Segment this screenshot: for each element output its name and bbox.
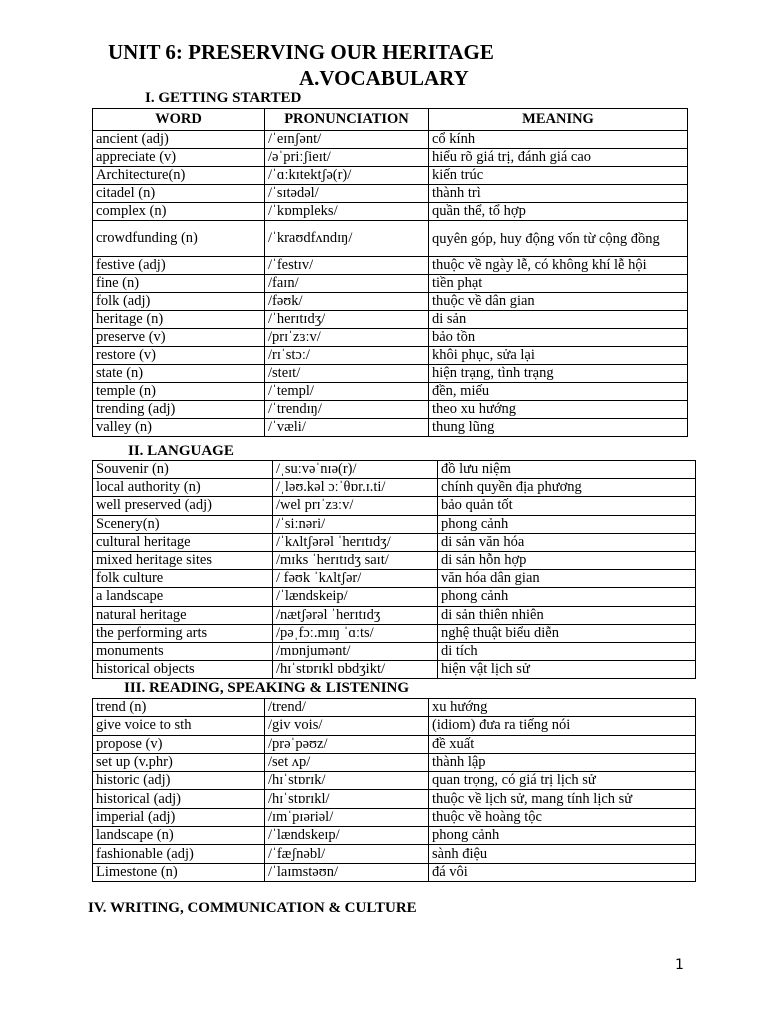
pronunciation-cell: /giv vois/: [265, 717, 429, 735]
pronunciation-cell: /ˈlændskeɪp/: [265, 827, 429, 845]
table-row: [93, 735, 696, 753]
pronunciation-cell: /ˈeɪnʃənt/: [265, 131, 429, 149]
word-cell: ancient (adj): [93, 131, 265, 149]
table-row: [93, 790, 696, 808]
word-cell: festive (adj): [93, 257, 265, 275]
word-cell: appreciate (v): [93, 149, 265, 167]
vocab-table-language: [92, 460, 696, 679]
word-cell: the performing arts: [93, 624, 273, 642]
word-cell: heritage (n): [93, 311, 265, 329]
meaning-cell: thung lũng: [429, 419, 688, 437]
meaning-cell: di sản thiên nhiên: [438, 606, 696, 624]
meaning-cell: thuộc về hoàng tộc: [429, 808, 696, 826]
meaning-cell: đồ lưu niệm: [438, 461, 696, 479]
table-row: [93, 365, 688, 383]
pronunciation-cell: /ˈtempl/: [265, 383, 429, 401]
meaning-cell: (idiom) đưa ra tiếng nói: [429, 717, 696, 735]
word-cell: fine (n): [93, 275, 265, 293]
header-pronunciation: PRONUNCIATION: [265, 109, 429, 131]
header-meaning: MEANING: [429, 109, 688, 131]
section-heading-writing: IV. WRITING, COMMUNICATION & CULTURE: [88, 900, 417, 916]
table-row: [93, 461, 696, 479]
table-row: [93, 221, 688, 257]
table-row: [93, 606, 696, 624]
pronunciation-cell: /hɪˈstɒrɪkl ɒbdʒikt/: [273, 661, 438, 679]
pronunciation-cell: /pəˌfɔː.mɪŋ ˈɑːts/: [273, 624, 438, 642]
meaning-cell: quan trọng, có giá trị lịch sử: [429, 772, 696, 790]
meaning-cell: thành trì: [429, 185, 688, 203]
meaning-cell: hiểu rõ giá trị, đánh giá cao: [429, 149, 688, 167]
meaning-cell: sành điệu: [429, 845, 696, 863]
word-cell: temple (n): [93, 383, 265, 401]
table-row: [93, 131, 688, 149]
word-cell: fashionable (adj): [93, 845, 265, 863]
page-number: 1: [675, 957, 684, 973]
pronunciation-cell: /prɪˈzɜːv/: [265, 329, 429, 347]
table-row: [93, 479, 696, 497]
meaning-cell: cổ kính: [429, 131, 688, 149]
word-cell: cultural heritage: [93, 533, 273, 551]
pronunciation-cell: /ˌsuːvəˈnɪə(r)/: [273, 461, 438, 479]
table-row: [93, 863, 696, 881]
meaning-cell: di sản hỗn hợp: [438, 551, 696, 569]
table-row: [93, 588, 696, 606]
pronunciation-cell: /mɒnjumənt/: [273, 642, 438, 660]
meaning-cell: di sản: [429, 311, 688, 329]
table-row: [93, 383, 688, 401]
table-row: [93, 329, 688, 347]
meaning-cell: đá vôi: [429, 863, 696, 881]
meaning-cell: kiến trúc: [429, 167, 688, 185]
word-cell: propose (v): [93, 735, 265, 753]
word-cell: Architecture(n): [93, 167, 265, 185]
meaning-cell: thuộc về lịch sử, mang tính lịch sử: [429, 790, 696, 808]
meaning-cell: quyên góp, huy động vốn từ cộng đồng: [429, 221, 688, 257]
table-row: [93, 515, 696, 533]
word-cell: historic (adj): [93, 772, 265, 790]
pronunciation-cell: /wel prɪˈzɜːv/: [273, 497, 438, 515]
table-row: [93, 845, 696, 863]
pronunciation-cell: /fəʊk/: [265, 293, 429, 311]
pronunciation-cell: /ˈfestɪv/: [265, 257, 429, 275]
table-row: [93, 419, 688, 437]
meaning-cell: phong cảnh: [429, 827, 696, 845]
section-heading-getting-started: I. GETTING STARTED: [145, 90, 302, 106]
word-cell: historical (adj): [93, 790, 265, 808]
meaning-cell: thành lập: [429, 753, 696, 771]
table-row: [93, 257, 688, 275]
pronunciation-cell: /ˈvæli/: [265, 419, 429, 437]
meaning-cell: khôi phục, sửa lại: [429, 347, 688, 365]
table-row: [93, 275, 688, 293]
meaning-cell: đề xuất: [429, 735, 696, 753]
word-cell: trending (adj): [93, 401, 265, 419]
meaning-cell: phong cảnh: [438, 515, 696, 533]
pronunciation-cell: /faɪn/: [265, 275, 429, 293]
table-row: [93, 624, 696, 642]
word-cell: give voice to sth: [93, 717, 265, 735]
vocab-table-getting-started: [92, 108, 688, 437]
meaning-cell: di sản văn hóa: [438, 533, 696, 551]
pronunciation-cell: /ˈkraʊdfʌndɪŋ/: [265, 221, 429, 257]
section-heading-language: II. LANGUAGE: [128, 443, 234, 459]
word-cell: mixed heritage sites: [93, 551, 273, 569]
meaning-cell: chính quyền địa phương: [438, 479, 696, 497]
word-cell: Souvenir (n): [93, 461, 273, 479]
table-row: [93, 533, 696, 551]
pronunciation-cell: /ˈkʌltʃərəl ˈherɪtɪdʒ/: [273, 533, 438, 551]
section-heading-reading: III. READING, SPEAKING & LISTENING: [124, 680, 410, 696]
meaning-cell: phong cảnh: [438, 588, 696, 606]
pronunciation-cell: /prəˈpəʊz/: [265, 735, 429, 753]
pronunciation-cell: /ˌləʊ.kəl ɔːˈθɒr.ɪ.ti/: [273, 479, 438, 497]
pronunciation-cell: /ˈtrendɪŋ/: [265, 401, 429, 419]
pronunciation-cell: /hɪˈstɒrɪk/: [265, 772, 429, 790]
meaning-cell: xu hướng: [429, 699, 696, 717]
meaning-cell: hiện vật lịch sử: [438, 661, 696, 679]
header-word: WORD: [93, 109, 265, 131]
pronunciation-cell: /ˈherɪtɪdʒ/: [265, 311, 429, 329]
meaning-cell: văn hóa dân gian: [438, 570, 696, 588]
word-cell: folk culture: [93, 570, 273, 588]
meaning-cell: bảo quản tốt: [438, 497, 696, 515]
pronunciation-cell: /rɪˈstɔː/: [265, 347, 429, 365]
table-row: [93, 185, 688, 203]
pronunciation-cell: /ˈlændskeip/: [273, 588, 438, 606]
page-title: UNIT 6: PRESERVING OUR HERITAGE: [108, 40, 494, 64]
table-row: [93, 753, 696, 771]
pronunciation-cell: / fəʊk ˈkʌltʃər/: [273, 570, 438, 588]
meaning-cell: quần thể, tổ hợp: [429, 203, 688, 221]
word-cell: trend (n): [93, 699, 265, 717]
pronunciation-cell: /ˈkɒmpleks/: [265, 203, 429, 221]
word-cell: Limestone (n): [93, 863, 265, 881]
word-cell: complex (n): [93, 203, 265, 221]
pronunciation-cell: /hɪˈstɒrɪkl/: [265, 790, 429, 808]
word-cell: landscape (n): [93, 827, 265, 845]
table-header-row: [93, 109, 688, 131]
meaning-cell: tiền phạt: [429, 275, 688, 293]
table-row: [93, 149, 688, 167]
pronunciation-cell: /əˈpriːʃieɪt/: [265, 149, 429, 167]
table-row: [93, 401, 688, 419]
word-cell: Scenery(n): [93, 515, 273, 533]
word-cell: folk (adj): [93, 293, 265, 311]
table-row: [93, 808, 696, 826]
word-cell: natural heritage: [93, 606, 273, 624]
word-cell: crowdfunding (n): [93, 221, 265, 257]
pronunciation-cell: /mɪks ˈherɪtɪdʒ saɪt/: [273, 551, 438, 569]
meaning-cell: di tích: [438, 642, 696, 660]
pronunciation-cell: /ˈsɪtədəl/: [265, 185, 429, 203]
word-cell: imperial (adj): [93, 808, 265, 826]
word-cell: preserve (v): [93, 329, 265, 347]
word-cell: historical objects: [93, 661, 273, 679]
meaning-cell: thuộc về ngày lễ, có không khí lễ hội: [429, 257, 688, 275]
pronunciation-cell: /set ʌp/: [265, 753, 429, 771]
table-row: [93, 772, 696, 790]
table-row: [93, 293, 688, 311]
meaning-cell: đền, miếu: [429, 383, 688, 401]
word-cell: restore (v): [93, 347, 265, 365]
table-row: [93, 717, 696, 735]
table-row: [93, 642, 696, 660]
page-subtitle: A.VOCABULARY: [299, 66, 469, 90]
table-row: [93, 311, 688, 329]
table-row: [93, 551, 696, 569]
table-row: [93, 203, 688, 221]
meaning-cell: bảo tồn: [429, 329, 688, 347]
word-cell: well preserved (adj): [93, 497, 273, 515]
table-row: [93, 699, 696, 717]
pronunciation-cell: /nætʃərəl ˈherɪtɪdʒ: [273, 606, 438, 624]
meaning-cell: theo xu hướng: [429, 401, 688, 419]
pronunciation-cell: /ˈsiːnəri/: [273, 515, 438, 533]
pronunciation-cell: /ˈfæʃnəbl/: [265, 845, 429, 863]
table-row: [93, 167, 688, 185]
pronunciation-cell: /steɪt/: [265, 365, 429, 383]
word-cell: state (n): [93, 365, 265, 383]
table-row: [93, 497, 696, 515]
vocab-table-reading: [92, 698, 696, 882]
meaning-cell: nghệ thuật biểu diễn: [438, 624, 696, 642]
table-row: [93, 347, 688, 365]
table-row: [93, 570, 696, 588]
word-cell: set up (v.phr): [93, 753, 265, 771]
word-cell: local authority (n): [93, 479, 273, 497]
word-cell: a landscape: [93, 588, 273, 606]
pronunciation-cell: /trend/: [265, 699, 429, 717]
table-row: [93, 827, 696, 845]
word-cell: valley (n): [93, 419, 265, 437]
word-cell: monuments: [93, 642, 273, 660]
pronunciation-cell: /ɪmˈpɪəriəl/: [265, 808, 429, 826]
table-row: [93, 661, 696, 679]
word-cell: citadel (n): [93, 185, 265, 203]
pronunciation-cell: /ˈɑːkɪtektʃə(r)/: [265, 167, 429, 185]
pronunciation-cell: /ˈlaɪmstəʊn/: [265, 863, 429, 881]
meaning-cell: thuộc về dân gian: [429, 293, 688, 311]
meaning-cell: hiện trạng, tình trạng: [429, 365, 688, 383]
